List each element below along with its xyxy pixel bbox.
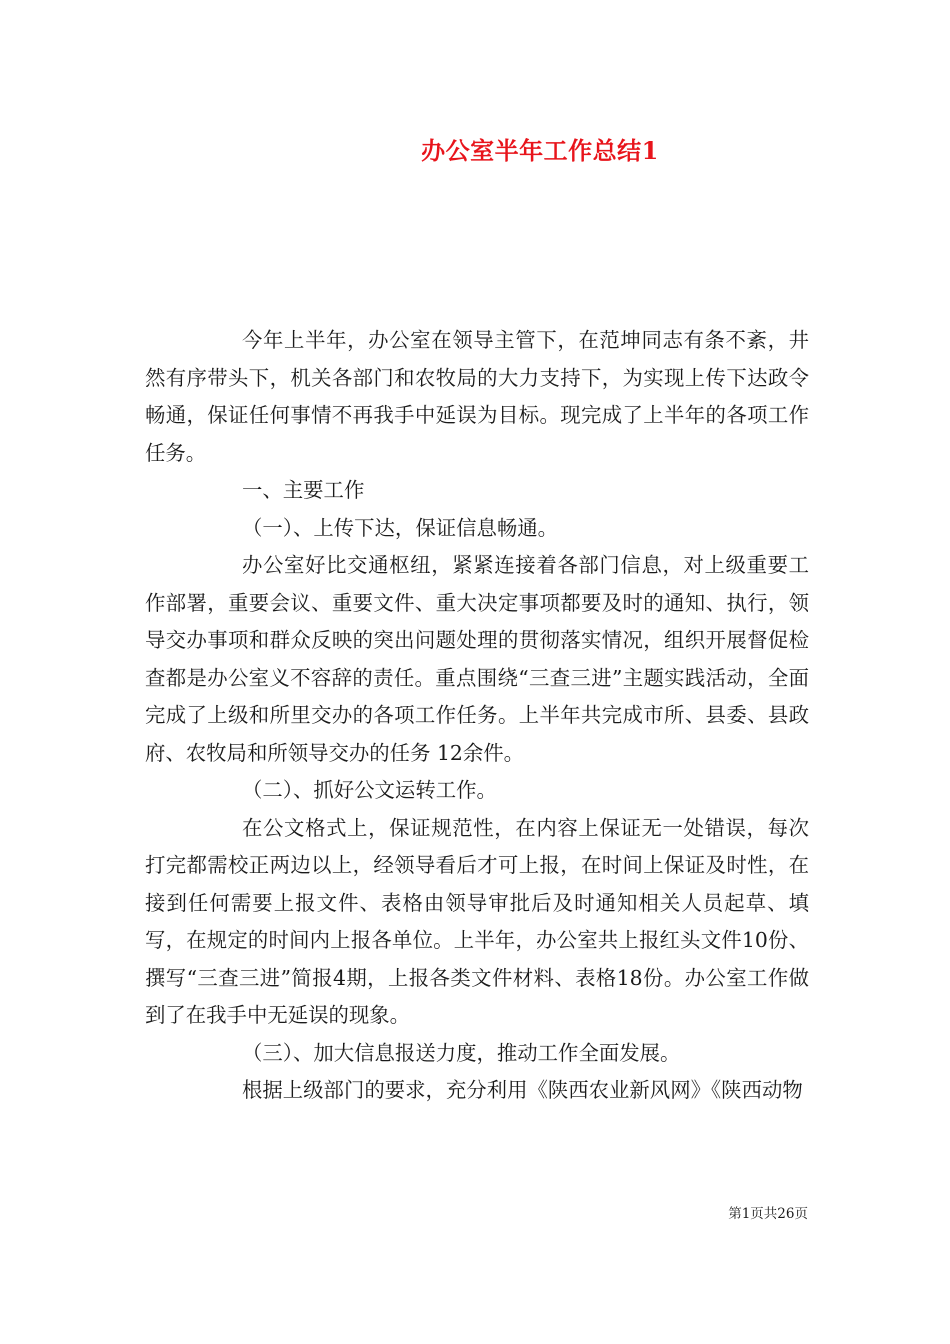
subsection-heading-3: （三）、加大信息报送力度，推动工作全面发展。	[242, 1040, 681, 1065]
subsection-body-3: 根据上级部门的要求，充分利用《陕西农业新风网》《陕西动物	[242, 1078, 803, 1102]
subsection-heading-2: （二）、抓好公文运转工作。	[242, 778, 497, 802]
subsection-body-2: 在公文格式上，保证规范性，在内容上保证无一处错误，每次打完都需校正两边以上，经领导看后才可上报，在时间上保证及时性，在接到任何需要上报文件、表格由领导审批后及时通知相关人员起草、填写，在规定的时间内上报各单位。上半年，办公室共上报红头文件10份、撰写“三查三进”简报4期，上报各类文件材料、表格18份。办公室工作做到了在我手中无延误的现象。	[145, 815, 809, 1027]
document-title: 办公室半年工作总结1	[421, 136, 659, 165]
document-body	[145, 322, 809, 1110]
section-heading-main-work: 一、主要工作	[242, 478, 365, 502]
page-number-footer: 第1页共26页	[728, 1206, 808, 1222]
subsection-body-1: 办公室好比交通枢纽，紧紧连接着各部门信息，对上级重要工作部署，重要会议、重要文件、重大决定事项都要及时的通知、执行，领导交办事项和群众反映的突出问题处理的贯彻落实情况，组织开展督促检查都是办公室义不容辞的责任。重点围绕“三查三进”主题实践活动，全面完成了上级和所里交办的各项工作任务。上半年共完成市所、县委、县政府、农牧局和所领导交办的任务 12余件。	[145, 553, 809, 765]
intro-paragraph: 今年上半年，办公室在领导主管下，在范坤同志有条不紊，井然有序带头下，机关各部门和农牧局的大力支持下，为实现上传下达政令畅通，保证任何事情不再我手中延误为目标。现完成了上半年的各项工作任务。	[145, 328, 809, 465]
subsection-heading-1: （一）、上传下达，保证信息畅通。	[242, 515, 559, 540]
